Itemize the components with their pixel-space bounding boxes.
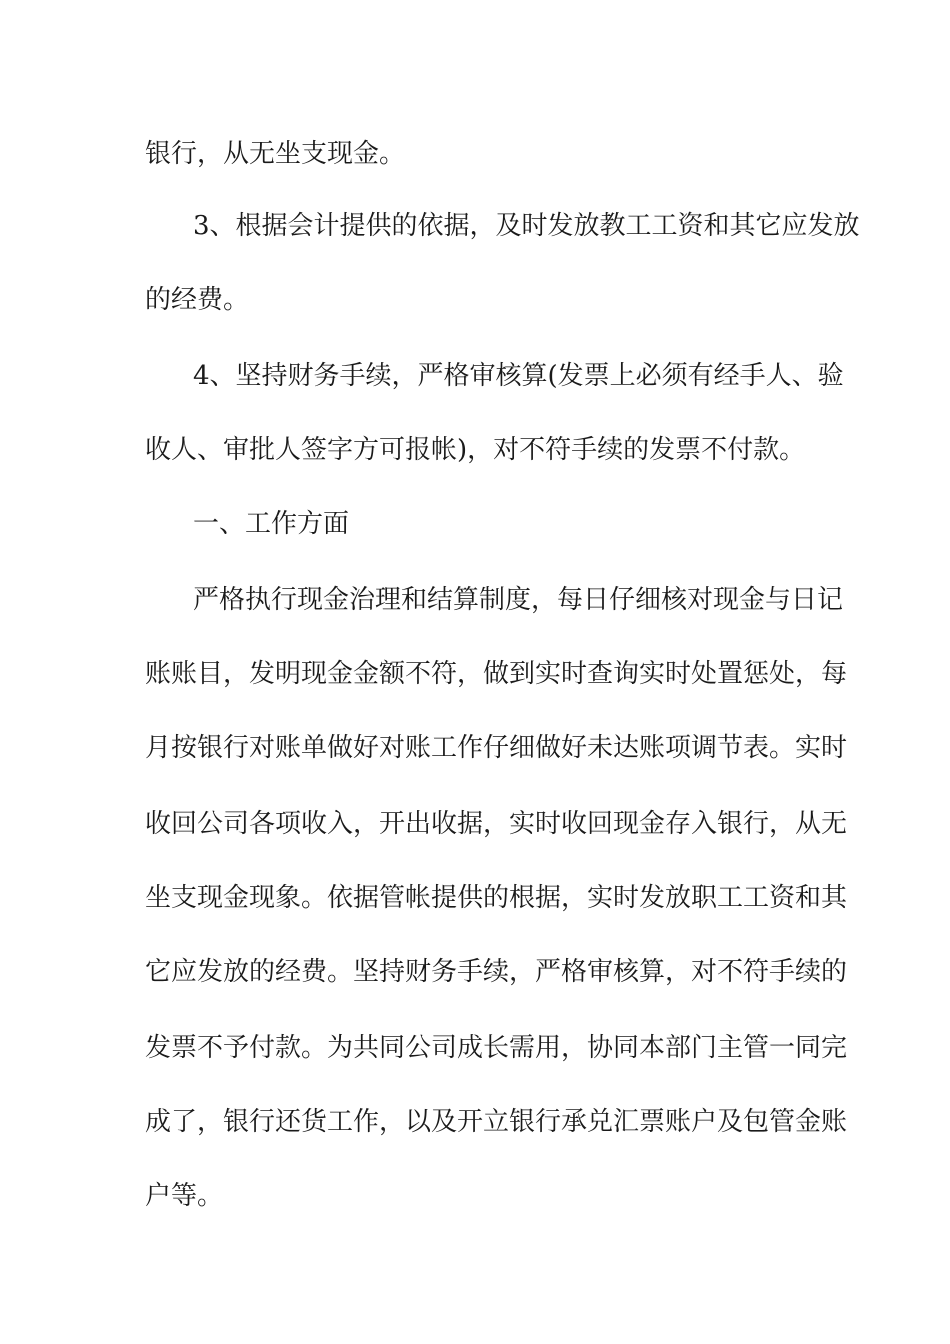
- text-line: 4、坚持财务手续，严格审核算(发票上必须有经手人、验: [193, 361, 844, 391]
- text-line: 成了，银行还货工作，以及开立银行承兑汇票账户及包管金账: [145, 1107, 848, 1137]
- text-line: 的经费。: [145, 285, 250, 315]
- section-heading: 一、工作方面: [193, 509, 350, 539]
- text-line: 坐支现金现象。依据管帐提供的根据，实时发放职工工资和其: [145, 883, 848, 913]
- text-line: 月按银行对账单做好对账工作仔细做好未达账项调节表。实时: [145, 733, 848, 763]
- text-line: 它应发放的经费。坚持财务手续，严格审核算，对不符手续的: [145, 957, 848, 987]
- text-line: 账账目，发明现金金额不符，做到实时查询实时处置惩处，每: [145, 659, 848, 689]
- text-line: 3、根据会计提供的依据，及时发放教工工资和其它应发放: [193, 211, 860, 241]
- text-line: 收回公司各项收入，开出收据，实时收回现金存入银行，从无: [145, 809, 848, 839]
- text-line: 户等。: [145, 1181, 224, 1211]
- text-line: 严格执行现金治理和结算制度，每日仔细核对现金与日记: [193, 585, 844, 615]
- text-line: 收人、审批人签字方可报帐)，对不符手续的发票不付款。: [145, 435, 806, 465]
- text-line: 发票不予付款。为共同公司成长需用，协同本部门主管一同完: [145, 1033, 848, 1063]
- text-line: 银行，从无坐支现金。: [145, 139, 406, 169]
